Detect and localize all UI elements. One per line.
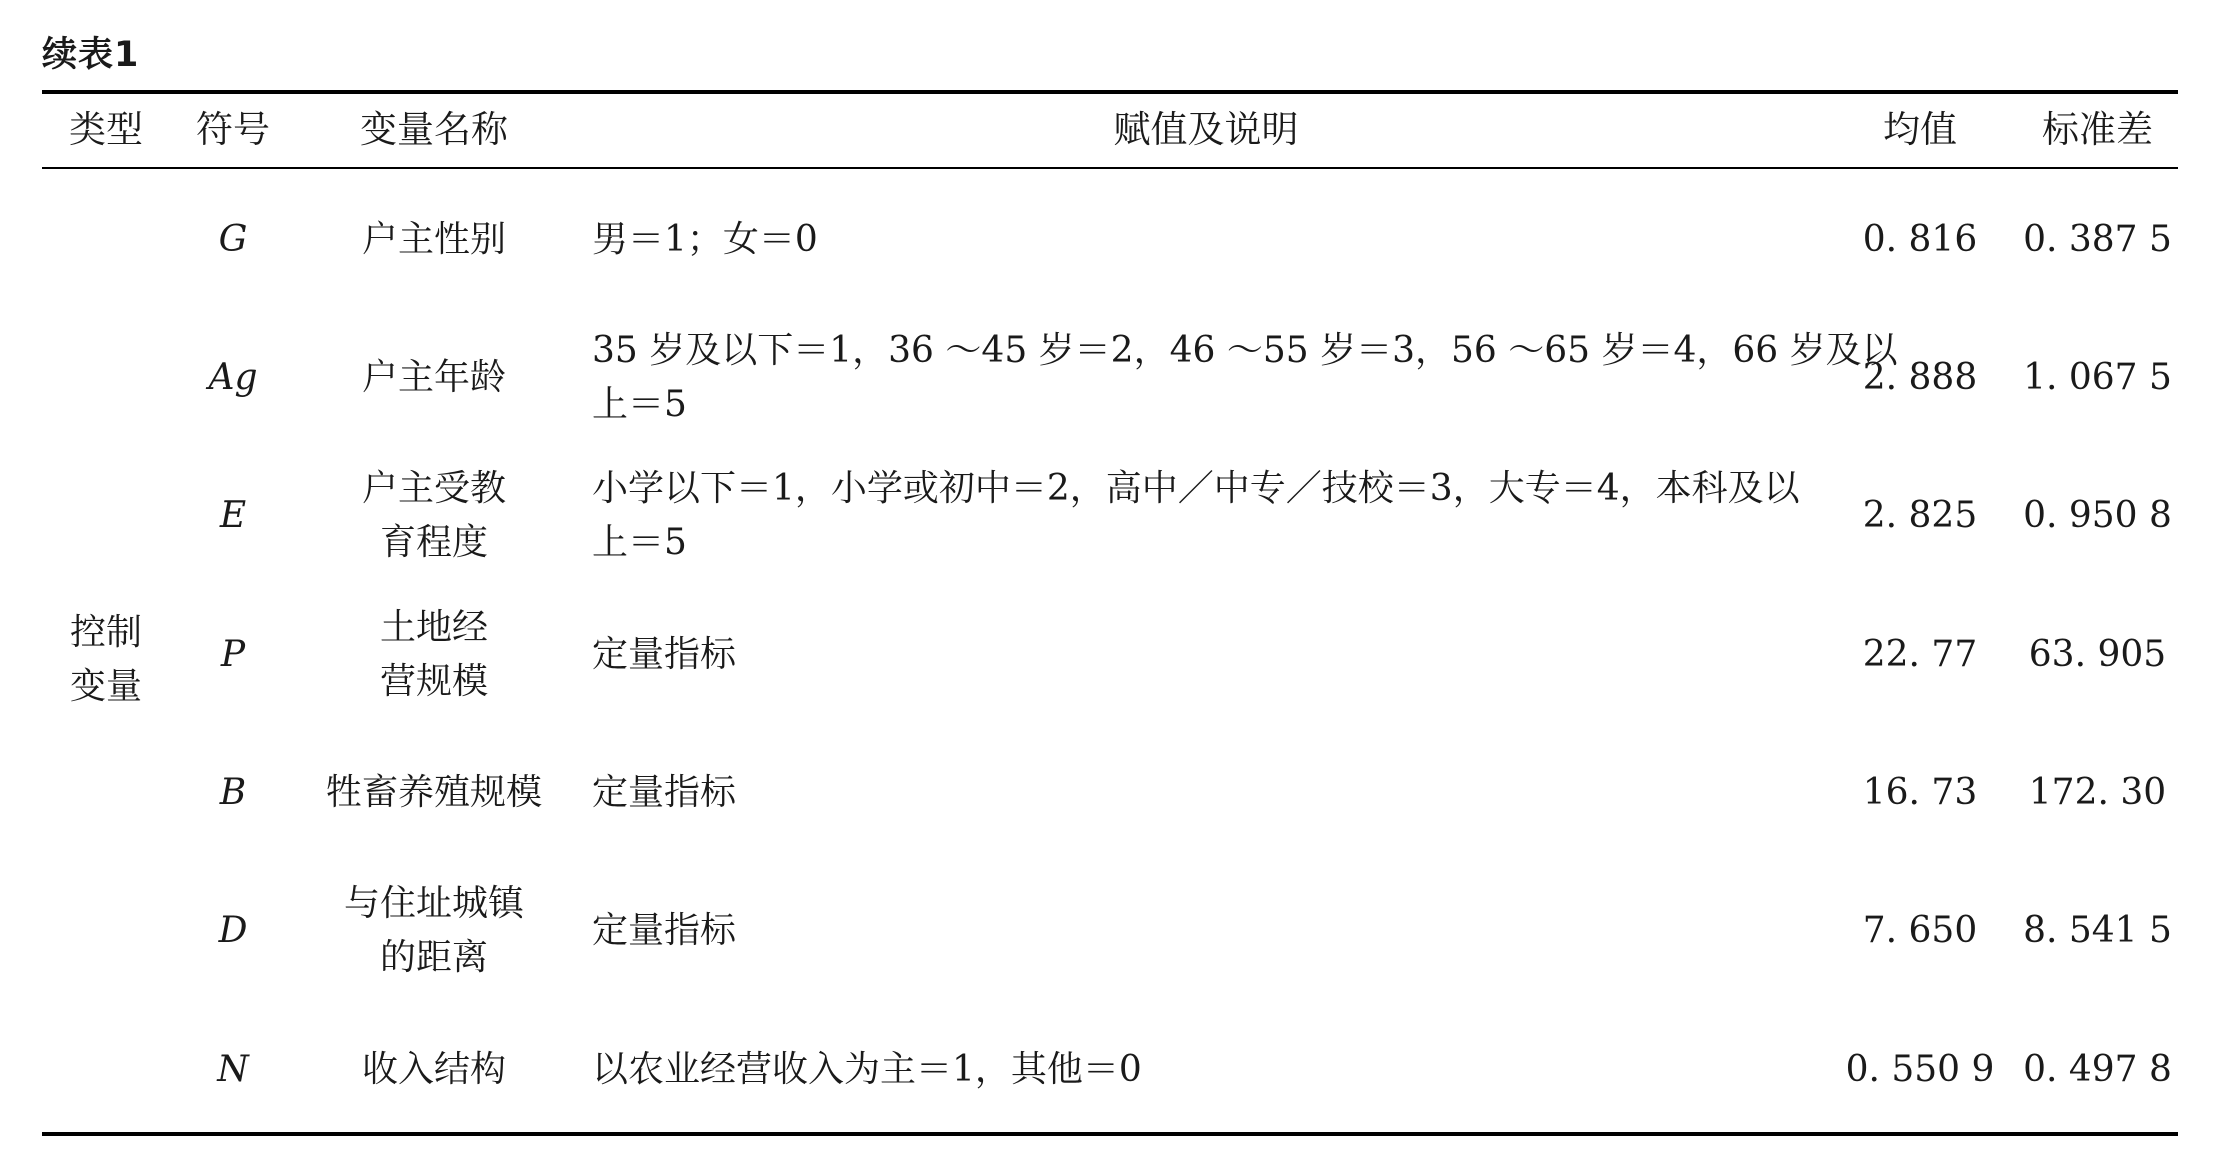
- cell-std-dev: 8. 541 5: [2023, 910, 2172, 951]
- cell-std-dev: 63. 905: [2028, 634, 2167, 675]
- cell-symbol: N: [217, 1049, 249, 1090]
- cell-variable-name-line: 户主受教: [361, 468, 506, 509]
- cell-description-line: 定量指标: [592, 772, 737, 813]
- cell-description-line: 上＝5: [592, 522, 687, 563]
- cell-symbol: G: [218, 219, 248, 260]
- header-description: 赋值及说明: [1113, 108, 1299, 151]
- cell-variable-name: [296, 733, 572, 853]
- cell-mean: 0. 816: [1862, 219, 1978, 260]
- header-symbol: 符号: [196, 108, 270, 151]
- cell-variable-name-line: 的距离: [379, 937, 488, 978]
- top-rule: [42, 90, 2178, 94]
- cell-mean: 22. 77: [1862, 634, 1978, 675]
- cell-variable-name-line: 收入结构: [361, 1049, 506, 1090]
- cell-variable-name-line: 育程度: [379, 522, 488, 563]
- cell-description: [592, 180, 1820, 300]
- header-mean: 均值: [1883, 108, 1957, 151]
- cell-variable-name-line: 营规模: [379, 661, 488, 702]
- cell-variable-name: [296, 318, 572, 438]
- bottom-rule: [42, 1132, 2178, 1136]
- header-std-dev: 标准差: [2042, 108, 2153, 151]
- cell-description-line: 小学以下＝1，小学或初中＝2，高中／中专／技校＝3，大专＝4，本科及以: [592, 468, 1800, 509]
- cell-symbol: P: [220, 634, 246, 675]
- cell-description: [592, 733, 1820, 853]
- cell-description: [592, 595, 1820, 715]
- cell-description: [592, 318, 1898, 438]
- header-name: 变量名称: [360, 108, 508, 151]
- table-caption: 续表1: [42, 35, 140, 75]
- cell-variable-name: [296, 456, 572, 576]
- cell-std-dev: 0. 497 8: [2023, 1049, 2172, 1090]
- cell-variable-name-line: 土地经: [379, 607, 488, 648]
- cell-std-dev: 172. 30: [2028, 772, 2167, 813]
- cell-description: [592, 456, 1820, 576]
- cell-description-line: 以农业经营收入为主＝1，其他＝0: [592, 1049, 1142, 1090]
- cell-description: [592, 1010, 1820, 1130]
- cell-variable-name: [296, 1010, 572, 1130]
- cell-symbol: E: [219, 495, 247, 536]
- cell-std-dev: 1. 067 5: [2023, 357, 2172, 398]
- header-rule: [42, 167, 2178, 169]
- group-label-line: 控制: [69, 612, 142, 653]
- cell-variable-name-line: 户主性别: [361, 219, 506, 260]
- cell-std-dev: 0. 950 8: [2023, 495, 2172, 536]
- cell-description: [592, 871, 1820, 991]
- cell-description-line: 定量指标: [592, 910, 737, 951]
- cell-variable-name: [296, 871, 572, 991]
- cell-variable-name: [296, 180, 572, 300]
- cell-variable-name-line: 户主年龄: [361, 357, 506, 398]
- cell-symbol: D: [218, 910, 248, 951]
- cell-description-line: 35 岁及以下＝1，36 ～45 岁＝2，46 ～55 岁＝3，56 ～65 岁＝4，66 岁及以: [592, 330, 1898, 371]
- cell-description-line: 上＝5: [592, 384, 687, 425]
- cell-mean: 2. 888: [1862, 357, 1978, 398]
- header-type: 类型: [69, 108, 143, 151]
- cell-variable-name: [296, 595, 572, 715]
- cell-std-dev: 0. 387 5: [2023, 219, 2172, 260]
- cell-variable-name-line: 牲畜养殖规模: [325, 772, 542, 813]
- cell-description-line: 男＝1；女＝0: [592, 219, 818, 260]
- cell-symbol: B: [219, 772, 247, 813]
- cell-mean: 7. 650: [1862, 910, 1978, 951]
- cell-mean: 16. 73: [1862, 772, 1978, 813]
- group-label: [42, 600, 170, 720]
- cell-variable-name-line: 与住址城镇: [343, 883, 524, 924]
- cell-description-line: 定量指标: [592, 634, 737, 675]
- group-label-line: 变量: [69, 666, 142, 707]
- cell-mean: 0. 550 9: [1845, 1049, 1995, 1090]
- cell-symbol: Ag: [208, 357, 258, 398]
- cell-mean: 2. 825: [1862, 495, 1978, 536]
